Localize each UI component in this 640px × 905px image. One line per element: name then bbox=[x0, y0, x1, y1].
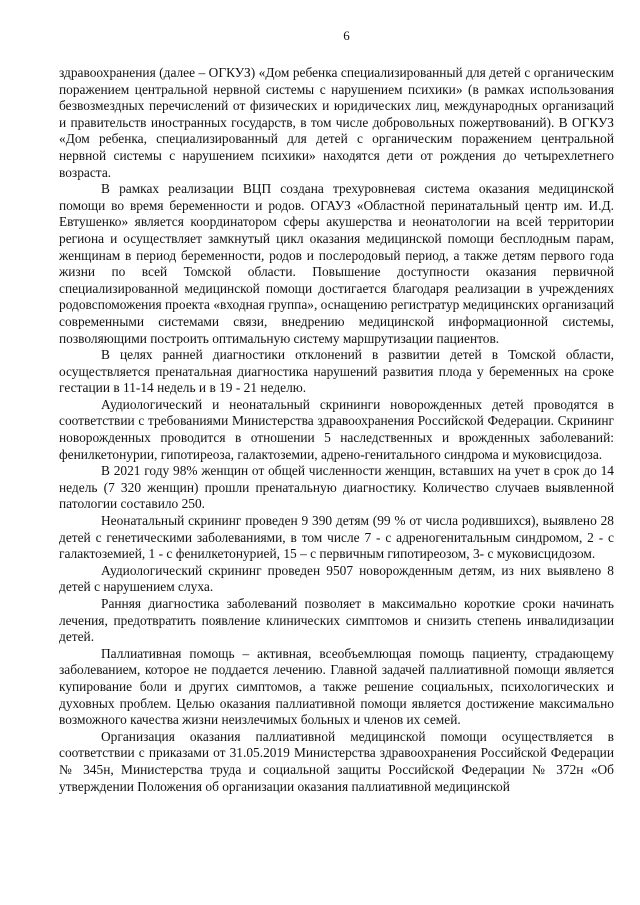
paragraph-2: В рамках реализации ВЦП создана трехуровневая система оказания медицинской помощи во время беременности и родов. ОГАУЗ «Областной перинатальный центр им. И.Д. Евтушенко» является координатором сферы акушерства и неонатологии на всей территории региона и осуществляет замкнутый цикл оказания медицинской помощи бесплодным парам, женщинам в период беременности, родов и послеродовый период, а также детям первого года жизни по всей Томской области. Повышение доступности оказания первичной специализированной медицинской помощи достигается благодаря реализации в учреждениях родовспоможения проекта «входная группа», оснащению регистратур медицинских организаций современными системами связи, внедрению медицинской информационной системы, позволяющими построить оптимальную систему маршрутизации пациентов. bbox=[59, 181, 614, 346]
page-number: 6 bbox=[343, 28, 350, 43]
paragraph-3: В целях ранней диагностики отклонений в развитии детей в Томской области, осуществляется пренатальная диагностика нарушений развития плода у беременных на сроке гестации в 11-14 недель и в 19 - 21 неделю. bbox=[59, 347, 614, 396]
paragraph-6: Неонатальный скрининг проведен 9 390 детям (99 % от числа родившихся), выявлено 28 детей с генетическими заболеваниями, в том числе 7 - с адреногенитальным синдромом, 2 - с галактоземией, 1 - с фенилкетонурией, 15 – с первичным гипотиреозом, 3- с муковисцидозом. bbox=[59, 513, 614, 562]
paragraph-8: Ранняя диагностика заболеваний позволяет в максимально короткие сроки начинать лечения, предотвратить появление клинических симптомов и снизить степень инвалидизации детей. bbox=[59, 596, 614, 645]
document-body bbox=[59, 65, 614, 795]
paragraph-7: Аудиологический скрининг проведен 9507 новорожденным детям, из них выявлено 8 детей с нарушением слуха. bbox=[59, 562, 614, 595]
paragraph-5: В 2021 году 98% женщин от общей численности женщин, вставших на учет в срок до 14 недель (7 320 женщин) прошли пренатальную диагностику. Количество случаев выявленной патологии составило 250. bbox=[59, 463, 614, 512]
paragraph-10: Организация оказания паллиативной медицинской помощи осуществляется в соответствии с приказами от 31.05.2019 Министерства здравоохранения Российской Федерации № 345н, Министерства труда и социальной защиты Российской Федерации № 372н «Об утверждении Положения об организации оказания паллиативной медицинской bbox=[59, 728, 614, 794]
paragraph-4: Аудиологический и неонатальный скрининги новорожденных детей проводятся в соответствии с требованиями Министерства здравоохранения Российской Федерации. Скрининг новорожденных проводится в отношении 5 наследственных и врожденных заболеваний: фенилкетонурии, гипотиреоза, галактоземии, адрено-генитального синдрома и муковисцидоза. bbox=[59, 396, 614, 462]
paragraph-9: Паллиативная помощь – активная, всеобъемлющая помощь пациенту, страдающему заболеванием, которое не поддается лечению. Главной задачей паллиативной помощи является купирование боли и других симптомов, а также решение социальных, психологических и духовных проблем. Целью оказания паллиативной помощи является достижение максимально возможного качества жизни неизлечимых больных и членов их семей. bbox=[59, 645, 614, 728]
paragraph-1: здравоохранения (далее – ОГКУЗ) «Дом ребенка специализированный для детей с органическим поражением центральной нервной системы с нарушением психики» (в рамках использования безвозмездных перечислений от физических и юридических лиц, международных организаций и правительств иностранных государств, в том числе добровольных пожертвований). В ОГКУЗ «Дом ребенка, специализированный для детей с органическим поражением центральной нервной системы с нарушением психики» находятся дети от рождения до четырехлетнего возраста. bbox=[59, 65, 614, 180]
